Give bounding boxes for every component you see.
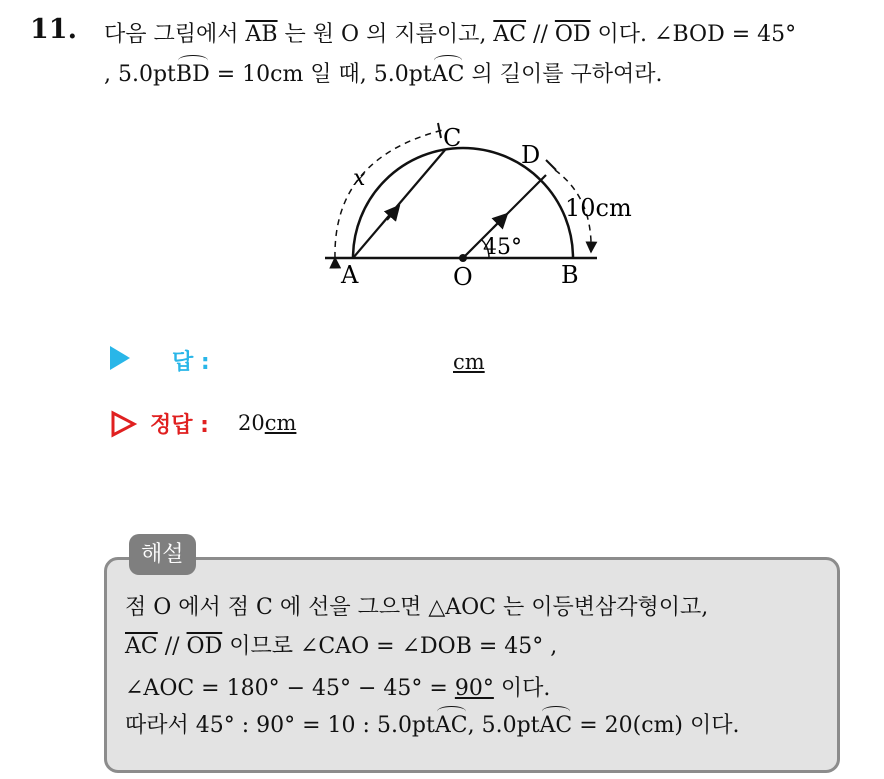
arc-x-indicator bbox=[335, 130, 443, 258]
solution-line2 bbox=[125, 629, 557, 660]
parallel-arrow-ac bbox=[387, 206, 399, 220]
point-b-label: B bbox=[561, 261, 579, 289]
tick-d bbox=[546, 160, 556, 170]
point-o-label: O bbox=[453, 263, 473, 291]
answer-label: 답 : bbox=[172, 350, 210, 375]
segment-od: $\overline{OD}$ bbox=[554, 22, 591, 47]
arc-bd: BD bbox=[175, 62, 210, 87]
arc-ac: AC bbox=[431, 62, 465, 87]
angle-result: 90° bbox=[454, 676, 494, 701]
answer-play-icon bbox=[110, 346, 130, 370]
parallel-arrow-od bbox=[493, 214, 507, 228]
solution-line4 bbox=[125, 708, 740, 739]
point-c-label: C bbox=[443, 124, 462, 152]
correct-label: 정답 : bbox=[150, 413, 209, 438]
semicircle-figure bbox=[325, 118, 632, 298]
correct-value bbox=[238, 411, 296, 435]
segment-ac: $\overline{AC}$ bbox=[493, 22, 527, 47]
angle-label: 45° bbox=[483, 235, 522, 260]
solution-text-part: , 5.0pt bbox=[467, 713, 540, 738]
solution-text-part: 따라서 45° : 90° = 10 : 5.0pt bbox=[125, 713, 435, 738]
solution-tab: 해설 bbox=[129, 534, 196, 575]
solution-text-part: = 20(cm) 이다. bbox=[572, 713, 740, 738]
question-text-part: = 10cm 일 때, 5.0pt bbox=[209, 62, 432, 87]
segment-ac: $\overline{AC}$ bbox=[125, 634, 158, 659]
question-number: 11. bbox=[30, 14, 77, 45]
correct-unit: cm bbox=[264, 411, 297, 435]
question-text-part: 의 길이를 구하여라. bbox=[464, 62, 663, 87]
solution-text-part: ∠AOC = 180° − 45° − 45° = bbox=[125, 676, 455, 701]
question-text-line1 bbox=[104, 17, 796, 48]
question-text-line2 bbox=[104, 57, 662, 88]
question-text-part: 이다. ∠BOD = 45° bbox=[590, 22, 797, 47]
answer-unit: cm bbox=[453, 350, 485, 374]
arc-ac: AC bbox=[539, 713, 573, 738]
point-a-label: A bbox=[341, 261, 359, 289]
length-label: 10cm bbox=[565, 194, 632, 222]
question-text-part: , 5.0pt bbox=[104, 62, 176, 87]
solution-text-part: 이므로 ∠CAO = ∠DOB = 45° , bbox=[222, 634, 558, 659]
solution-line1: 점 O 에서 점 C 에 선을 그으면 △AOC 는 이등변삼각형이고, bbox=[125, 595, 709, 620]
question-text-part: 는 원 O 의 지름이고, bbox=[277, 22, 494, 47]
arc-ac: AC bbox=[434, 713, 468, 738]
segment-od: $\overline{OD}$ bbox=[186, 634, 223, 659]
parallel-symbol: // bbox=[157, 634, 187, 659]
solution-text-part: 이다. bbox=[493, 676, 551, 701]
parallel-symbol: // bbox=[526, 22, 555, 47]
question-text-part: 다음 그림에서 bbox=[104, 22, 246, 47]
segment-ab: $\overline{AB}$ bbox=[245, 22, 278, 47]
solution-line3 bbox=[125, 671, 550, 702]
arc-x-label: x bbox=[353, 166, 366, 191]
correct-play-outline-icon bbox=[110, 410, 138, 438]
correct-number: 20 bbox=[238, 411, 265, 435]
center-point bbox=[459, 254, 467, 262]
point-d-label: D bbox=[521, 141, 541, 169]
